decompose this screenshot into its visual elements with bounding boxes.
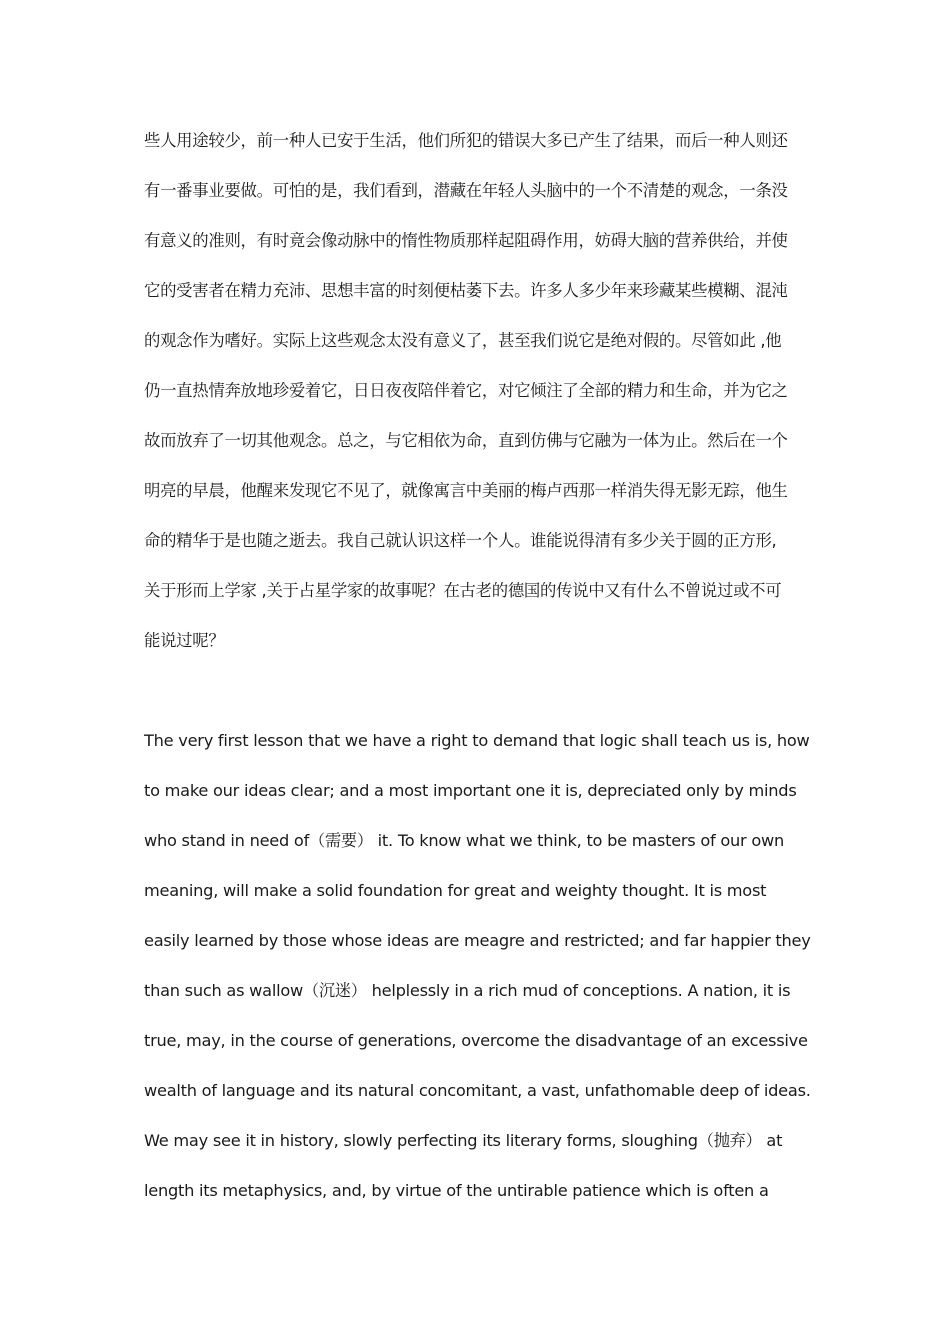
text-line: 能说过呢？ — [144, 631, 225, 650]
text-line: 有意义的准则，有时竟会像动脉中的惰性物质那样起阻碍作用，妨碍大脑的营养供给，并使 — [144, 231, 788, 250]
text-line: length its metaphysics, and, by virtue of the untirable patience which is often a — [144, 1181, 769, 1200]
text-line: 仍一直热情奔放地珍爱着它，日日夜夜陪伴着它，对它倾注了全部的精力和生命，并为它之 — [144, 381, 788, 400]
text-line: 命的精华于是也随之逝去。我自己就认识这样一个人。谁能说得清有多少关于圆的正方形, — [144, 531, 777, 550]
text-line: meaning, will make a solid foundation for great and weighty thought. It is most — [144, 881, 767, 900]
text-line: 它的受害者在精力充沛、思想丰富的时刻便枯萎下去。许多人多少年来珍藏某些模糊、混沌 — [144, 281, 788, 300]
text-line: We may see it in history, slowly perfecting its literary forms, sloughing（抛弃） at — [144, 1131, 783, 1150]
text-line: 些人用途较少，前一种人已安于生活，他们所犯的错误大多已产生了结果，而后一种人则还 — [144, 131, 788, 150]
text-line: 有一番事业要做。可怕的是，我们看到，潜藏在年轻人头脑中的一个不清楚的观念，一条没 — [144, 181, 788, 200]
text-line: to make our ideas clear; and a most important one it is, depreciated only by minds — [144, 781, 797, 800]
text-line: who stand in need of（需要） it. To know what we think, to be masters of our own — [144, 831, 785, 850]
chinese-paragraph — [144, 129, 814, 679]
english-paragraph — [144, 729, 814, 1229]
text-line: wealth of language and its natural concomitant, a vast, unfathomable deep of ideas. — [144, 1081, 811, 1100]
text-line: 的观念作为嗜好。实际上这些观念太没有意义了，甚至我们说它是绝对假的。尽管如此 ,他 — [144, 331, 782, 350]
text-line: 故而放弃了一切其他观念。总之，与它相依为命，直到仿佛与它融为一体为止。然后在一个 — [144, 431, 788, 450]
text-line: true, may, in the course of generations, overcome the disadvantage of an excessive — [144, 1031, 808, 1050]
text-line: easily learned by those whose ideas are meagre and restricted; and far happier they — [144, 931, 811, 950]
text-line: The very first lesson that we have a right to demand that logic shall teach us is, how — [144, 731, 810, 750]
text-line: 关于形而上学家 ,关于占星学家的故事呢？在古老的德国的传说中又有什么不曾说过或不可 — [144, 581, 782, 600]
text-line: than such as wallow（沉迷） helplessly in a rich mud of conceptions. A nation, it is — [144, 981, 791, 1000]
text-line: 明亮的早晨，他醒来发现它不见了，就像寓言中美丽的梅卢西那一样消失得无影无踪，他生 — [144, 481, 788, 500]
